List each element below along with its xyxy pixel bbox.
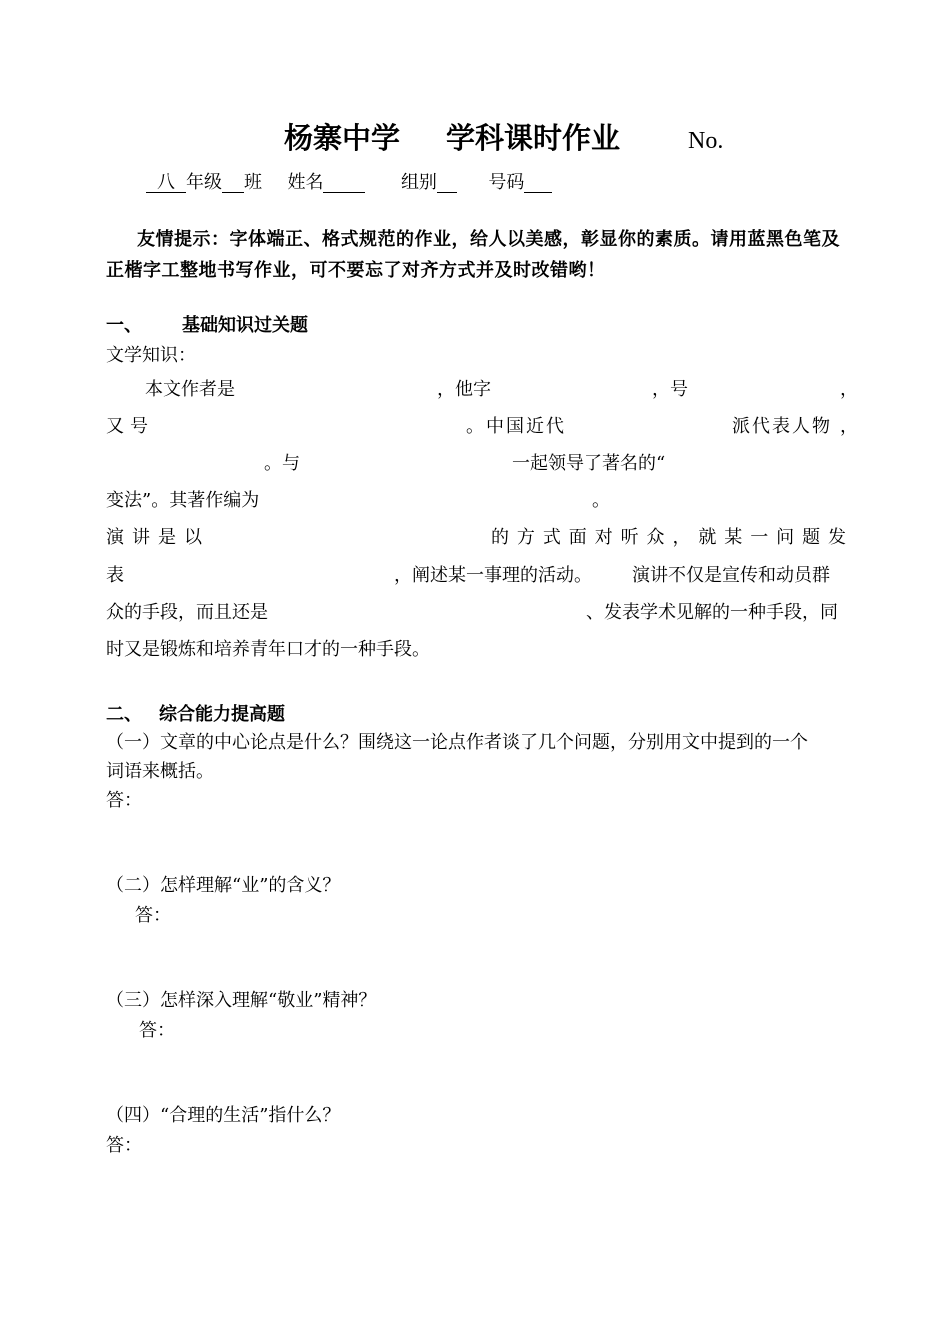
answer-3-label: 答： <box>139 1020 175 1041</box>
group-label: 组别 <box>400 172 437 193</box>
grade-label: 年级 <box>186 172 222 193</box>
question-4: （四）“合理的生活”指什么？ <box>106 1105 341 1126</box>
section1-number: 一、 <box>106 315 142 336</box>
school-name: 杨寨中学 <box>284 121 401 155</box>
question-1-line-1: （一）文章的中心论点是什么？围绕这一论点作者谈了几个问题，分别用文中提到的一个 <box>106 732 808 753</box>
answer-1-label: 答： <box>106 790 142 811</box>
s1-line3-b: 一起领导了著名的“ <box>512 453 666 474</box>
s1-line5-b: 的 方 式 面 对 听 众 ， 就 某 一 问 题 发 <box>491 527 846 548</box>
tip-line-2: 正楷字工整地书写作业，可不要忘了对齐方式并及时改错哟！ <box>106 260 606 281</box>
s1-line7-b: 、发表学术见解的一种手段，同 <box>586 602 838 623</box>
name-label: 姓名 <box>287 172 324 193</box>
s1-line6-b: ，阐述某一事理的活动。 <box>394 565 592 586</box>
s1-line4-a: 变法”。其著作编为 <box>106 490 260 511</box>
worksheet-title: 学科课时作业 <box>446 121 621 155</box>
grade-value: 八 <box>146 174 186 193</box>
s1-line7-a: 众的手段，而且还是 <box>106 602 268 623</box>
s1-line2-a: 又号 <box>106 416 154 437</box>
s1-line3-a: 。与 <box>264 453 300 474</box>
class-blank[interactable] <box>222 174 244 193</box>
s1-line2-c: 派代表人物 <box>732 416 832 437</box>
s1-line2-d: ， <box>840 416 858 437</box>
question-2: （二）怎样理解“业”的含义？ <box>106 875 341 896</box>
number-label-cn: 号码 <box>488 172 525 193</box>
s1-line1-d: ， <box>840 379 858 400</box>
student-info-line <box>146 174 552 193</box>
class-label: 班 <box>244 172 262 193</box>
section1-subheading: 文学知识： <box>106 345 196 366</box>
s1-line5-a: 演 讲 是 以 <box>106 527 202 548</box>
s1-line6-a: 表 <box>106 565 124 586</box>
group-blank[interactable] <box>437 174 457 193</box>
s1-line1-b: ，他字 <box>437 379 491 400</box>
s1-line6-c: 演讲不仅是宣传和动员群 <box>632 565 830 586</box>
s1-line4-b: 。 <box>592 490 610 511</box>
section2-title: 综合能力提高题 <box>159 704 285 725</box>
number-blank[interactable] <box>524 174 552 193</box>
section2-number: 二、 <box>106 704 142 725</box>
s1-line2-b: 。中国近代 <box>466 416 566 437</box>
answer-2-label: 答： <box>135 905 171 926</box>
s1-line8: 时又是锻炼和培养青年口才的一种手段。 <box>106 639 430 660</box>
s1-line1-a: 本文作者是 <box>145 379 235 400</box>
answer-4-label: 答： <box>106 1135 142 1156</box>
name-blank[interactable] <box>323 174 365 193</box>
question-3: （三）怎样深入理解“敬业”精神？ <box>106 990 377 1011</box>
section1-title: 基础知识过关题 <box>182 315 308 336</box>
s1-line1-c: ，号 <box>652 379 688 400</box>
question-1-line-2: 词语来概括。 <box>106 761 214 782</box>
number-label: No. <box>688 128 724 154</box>
tip-line-1: 友情提示：字体端正、格式规范的作业，给人以美感，彰显你的素质。请用蓝黑色笔及 <box>137 229 840 250</box>
